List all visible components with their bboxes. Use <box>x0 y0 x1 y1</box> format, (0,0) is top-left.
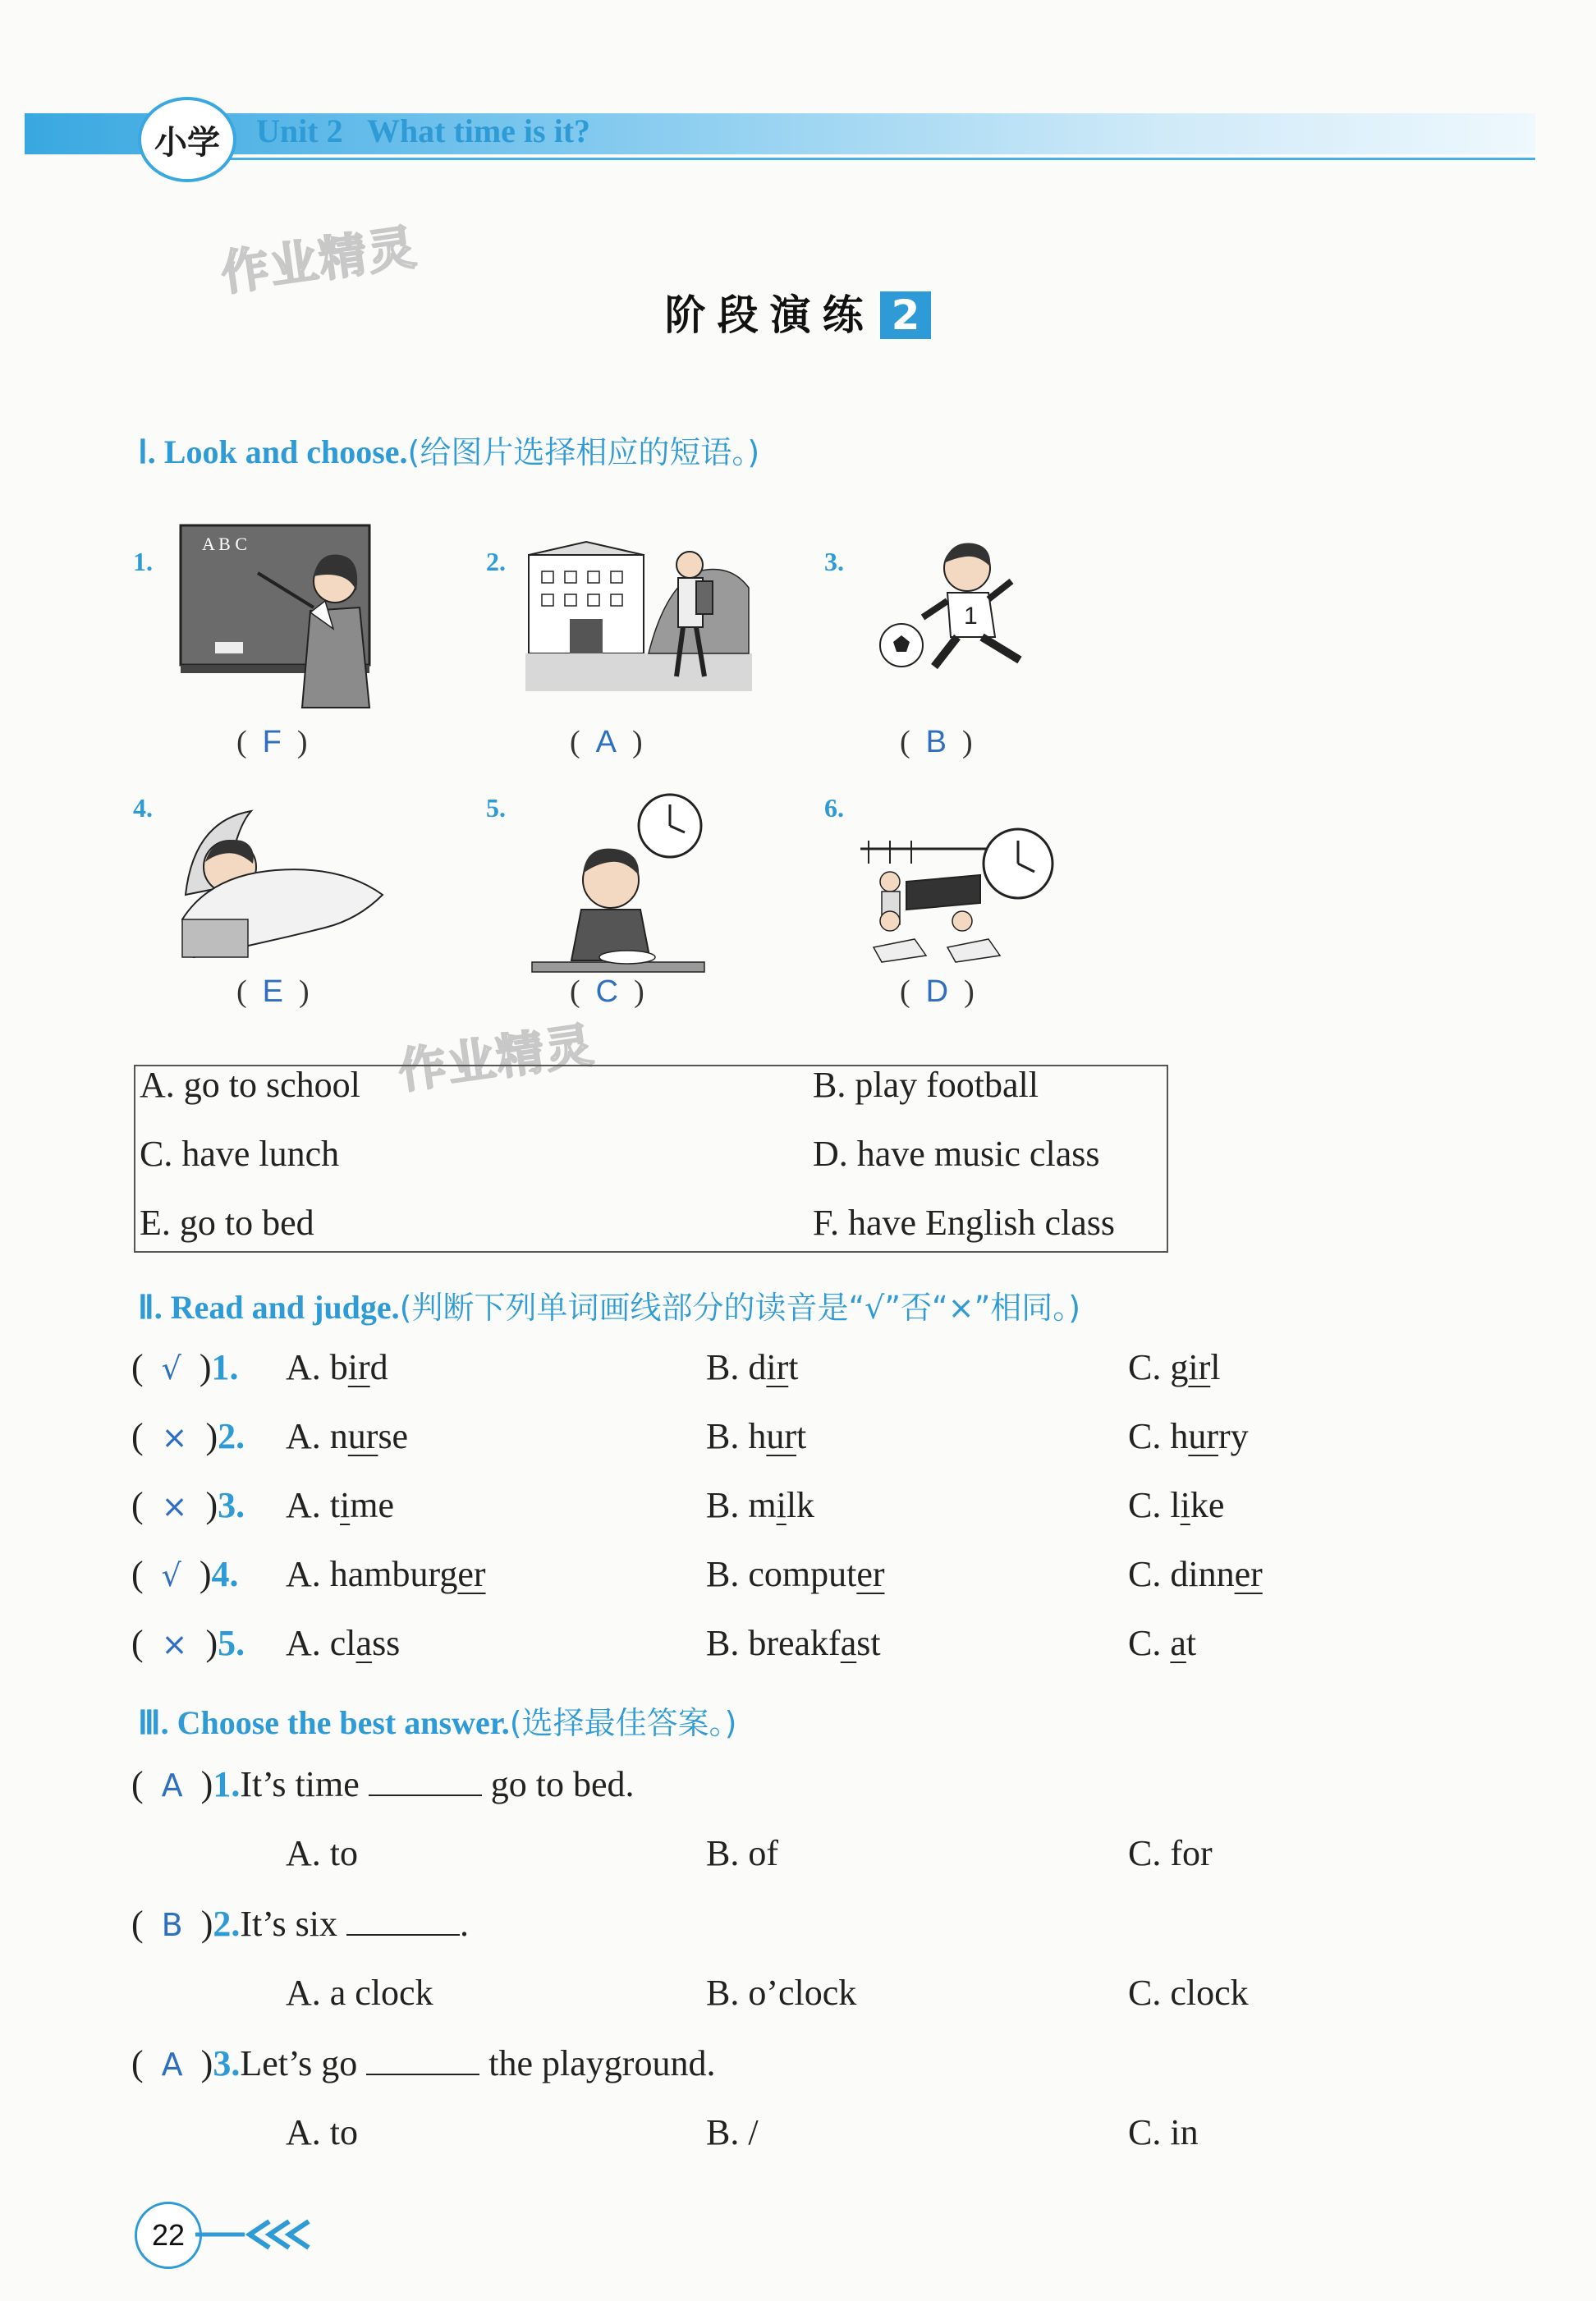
choice-option: A. a clock <box>286 1973 433 2013</box>
underlined-letters: ur <box>766 1416 797 1456</box>
judge-word <box>286 1484 394 1526</box>
judge-word <box>1128 1415 1249 1457</box>
underlined-letters: er <box>856 1554 885 1594</box>
answer-letter: D <box>925 974 949 1009</box>
boy-going-to-school-icon <box>525 539 752 691</box>
answer-blank <box>369 1767 482 1796</box>
word-prefix: C. <box>1128 1623 1171 1663</box>
word-suffix: l <box>1210 1347 1221 1387</box>
option-item: B. play football <box>813 1065 1039 1105</box>
choice-question: ( B )2.It’s six . <box>131 1904 469 1944</box>
word-prefix: A. hamburg <box>286 1554 458 1594</box>
picture-number: 4. <box>133 793 153 823</box>
answer-slot: ( D ) <box>900 974 975 1009</box>
judge-word <box>1128 1346 1220 1388</box>
word-suffix: d <box>369 1347 388 1387</box>
option-item: C. have lunch <box>140 1134 340 1174</box>
judge-word <box>1128 1484 1224 1526</box>
part3-heading-en: Ⅲ. Choose the best answer. <box>138 1704 510 1741</box>
judge-mark: × <box>161 1488 188 1524</box>
word-prefix: A. cl <box>286 1623 356 1663</box>
answer-slot: ( F ) <box>236 725 308 759</box>
part3-heading <box>138 1698 736 1743</box>
judge-mark: × <box>161 1626 188 1662</box>
word-suffix: t <box>788 1347 799 1387</box>
teacher-blackboard-icon <box>179 522 376 711</box>
word-prefix: B. m <box>706 1485 777 1525</box>
answer-slot: ( A ) <box>570 725 643 759</box>
question-number: 4. <box>211 1554 239 1594</box>
answer-mark: A <box>161 2047 183 2083</box>
underlined-letters: ur <box>1188 1416 1219 1456</box>
watermark: 作业精灵 <box>395 1016 598 1100</box>
question-number: 3. <box>213 2043 241 2083</box>
option-item: D. have music class <box>813 1134 1100 1174</box>
word-suffix: me <box>350 1485 394 1525</box>
boy-having-lunch-icon <box>529 788 709 977</box>
judge-mark: × <box>161 1419 188 1455</box>
choice-question: ( A )3.Let’s go the playground. <box>131 2043 716 2083</box>
answer-slot: ( B ) <box>900 725 973 759</box>
word-prefix: B. d <box>706 1347 767 1387</box>
watermark: 作业精灵 <box>218 218 421 302</box>
header-bar <box>25 113 1535 154</box>
judge-word <box>1128 1622 1196 1664</box>
question-number: 1. <box>213 1764 241 1804</box>
board-text: A B C <box>202 534 248 554</box>
word-prefix: C. h <box>1128 1416 1189 1456</box>
word-prefix: A. t <box>286 1485 340 1525</box>
choice-option: B. o’clock <box>706 1973 857 2013</box>
option-item: F. have English class <box>813 1203 1115 1243</box>
question-text-before: It’s time <box>240 1764 369 1804</box>
part1-heading-en: Ⅰ. Look and choose. <box>138 433 408 470</box>
judge-row-lead: ( √ )4. <box>131 1554 239 1594</box>
judge-word <box>706 1415 806 1457</box>
underlined-letters: i <box>1180 1485 1190 1525</box>
judge-row-lead: ( × )2. <box>131 1416 245 1456</box>
answer-mark: B <box>161 1907 183 1943</box>
part3-heading-cn: (选择最佳答案。) <box>509 1705 737 1741</box>
word-suffix: t <box>1186 1623 1197 1663</box>
logo <box>138 97 236 182</box>
answer-letter: E <box>262 974 284 1009</box>
unit-title: Unit 2 What time is it? <box>256 112 591 149</box>
answer-slot: ( C ) <box>570 974 644 1009</box>
word-prefix: C. dinn <box>1128 1554 1235 1594</box>
judge-word <box>286 1415 408 1457</box>
underlined-letters: er <box>1234 1554 1263 1594</box>
word-suffix: lk <box>786 1485 815 1525</box>
underlined-letters: ir <box>1188 1347 1211 1387</box>
underlined-letters: er <box>457 1554 486 1594</box>
choice-option: A. to <box>286 2112 358 2152</box>
part1-heading <box>138 427 759 472</box>
picture-number: 1. <box>133 547 153 576</box>
picture-number: 3. <box>824 547 844 576</box>
word-prefix: A. b <box>286 1347 348 1387</box>
judge-word <box>286 1622 400 1664</box>
word-suffix: st <box>856 1623 881 1663</box>
question-text-before: It’s six <box>240 1904 346 1944</box>
picture-number: 6. <box>824 793 844 823</box>
part1-heading-cn: (给图片选择相应的短语。) <box>407 434 760 470</box>
judge-row-lead: ( √ )1. <box>131 1347 239 1387</box>
answer-letter: F <box>262 725 282 759</box>
answer-slot: ( E ) <box>236 974 310 1009</box>
picture-number: 5. <box>486 793 506 823</box>
word-suffix: t <box>796 1416 807 1456</box>
underlined-letters: a <box>355 1623 373 1663</box>
question-text-after: go to bed. <box>481 1764 635 1804</box>
judge-word <box>706 1553 885 1595</box>
choice-option: C. clock <box>1128 1973 1249 2013</box>
word-prefix: B. comput <box>706 1554 857 1594</box>
section-number: 2 <box>880 291 932 339</box>
choice-option: A. to <box>286 1833 358 1873</box>
choice-option: B. / <box>706 2112 759 2152</box>
choice-option: C. for <box>1128 1833 1213 1873</box>
arrow-decoration-icon <box>195 2218 319 2251</box>
question-text-after: . <box>459 1904 469 1944</box>
question-number: 1. <box>211 1347 239 1387</box>
word-suffix: se <box>378 1416 409 1456</box>
question-number: 2. <box>218 1416 245 1456</box>
choice-option: B. of <box>706 1833 778 1873</box>
judge-word <box>286 1553 486 1595</box>
child-sleeping-in-bed-icon <box>177 796 391 960</box>
header-rule <box>189 158 1535 160</box>
section-title-text: 阶段演练 <box>664 291 875 339</box>
judge-word <box>286 1346 388 1388</box>
underlined-letters: ir <box>347 1347 370 1387</box>
underlined-letters: a <box>1170 1623 1186 1663</box>
choice-question: ( A )1.It’s time go to bed. <box>131 1764 635 1804</box>
word-suffix: ke <box>1190 1485 1225 1525</box>
underlined-letters: i <box>340 1485 351 1525</box>
section-title <box>0 282 1596 341</box>
music-class-icon <box>857 824 1057 964</box>
judge-word <box>706 1346 798 1388</box>
question-number: 5. <box>218 1623 245 1663</box>
question-number: 3. <box>218 1485 245 1525</box>
part2-heading-en: Ⅱ. Read and judge. <box>138 1289 400 1326</box>
option-item: A. go to school <box>140 1065 360 1105</box>
judge-mark: √ <box>161 1557 181 1593</box>
answer-letter: C <box>595 974 619 1009</box>
part2-heading-cn: (判断下列单词画线部分的读音是“√”否“×”相同。) <box>399 1290 1081 1326</box>
word-prefix: B. breakf <box>706 1623 841 1663</box>
question-text-before: Let’s go <box>240 2043 367 2083</box>
judge-mark: √ <box>161 1350 181 1387</box>
logo-text: 小学 <box>154 123 220 162</box>
answer-mark: A <box>161 1767 183 1804</box>
answer-letter: B <box>925 725 947 759</box>
judge-row-lead: ( × )3. <box>131 1485 245 1525</box>
choice-option: C. in <box>1128 2112 1199 2152</box>
judge-word <box>1128 1553 1263 1595</box>
boy-playing-football-icon <box>875 535 1056 691</box>
page-number: 22 <box>135 2202 202 2269</box>
answer-blank <box>346 1906 460 1936</box>
question-number: 2. <box>213 1904 241 1944</box>
underlined-letters: ir <box>766 1347 789 1387</box>
picture-number: 2. <box>486 547 506 576</box>
underlined-letters: i <box>776 1485 787 1525</box>
answer-letter: A <box>595 725 617 759</box>
underlined-letters: a <box>840 1623 857 1663</box>
question-text-after: the playground. <box>479 2043 716 2083</box>
word-prefix: A. n <box>286 1416 348 1456</box>
underlined-letters: ur <box>347 1416 378 1456</box>
part2-heading <box>138 1282 1080 1327</box>
judge-word <box>706 1484 814 1526</box>
word-prefix: C. g <box>1128 1347 1189 1387</box>
word-suffix: ss <box>372 1623 401 1663</box>
svg-text:1: 1 <box>964 603 978 630</box>
judge-row-lead: ( × )5. <box>131 1623 245 1663</box>
word-suffix: ry <box>1218 1416 1249 1456</box>
option-item: E. go to bed <box>140 1203 314 1243</box>
word-prefix: C. l <box>1128 1485 1181 1525</box>
word-prefix: B. h <box>706 1416 767 1456</box>
judge-word <box>706 1622 881 1664</box>
answer-blank <box>366 2046 479 2075</box>
